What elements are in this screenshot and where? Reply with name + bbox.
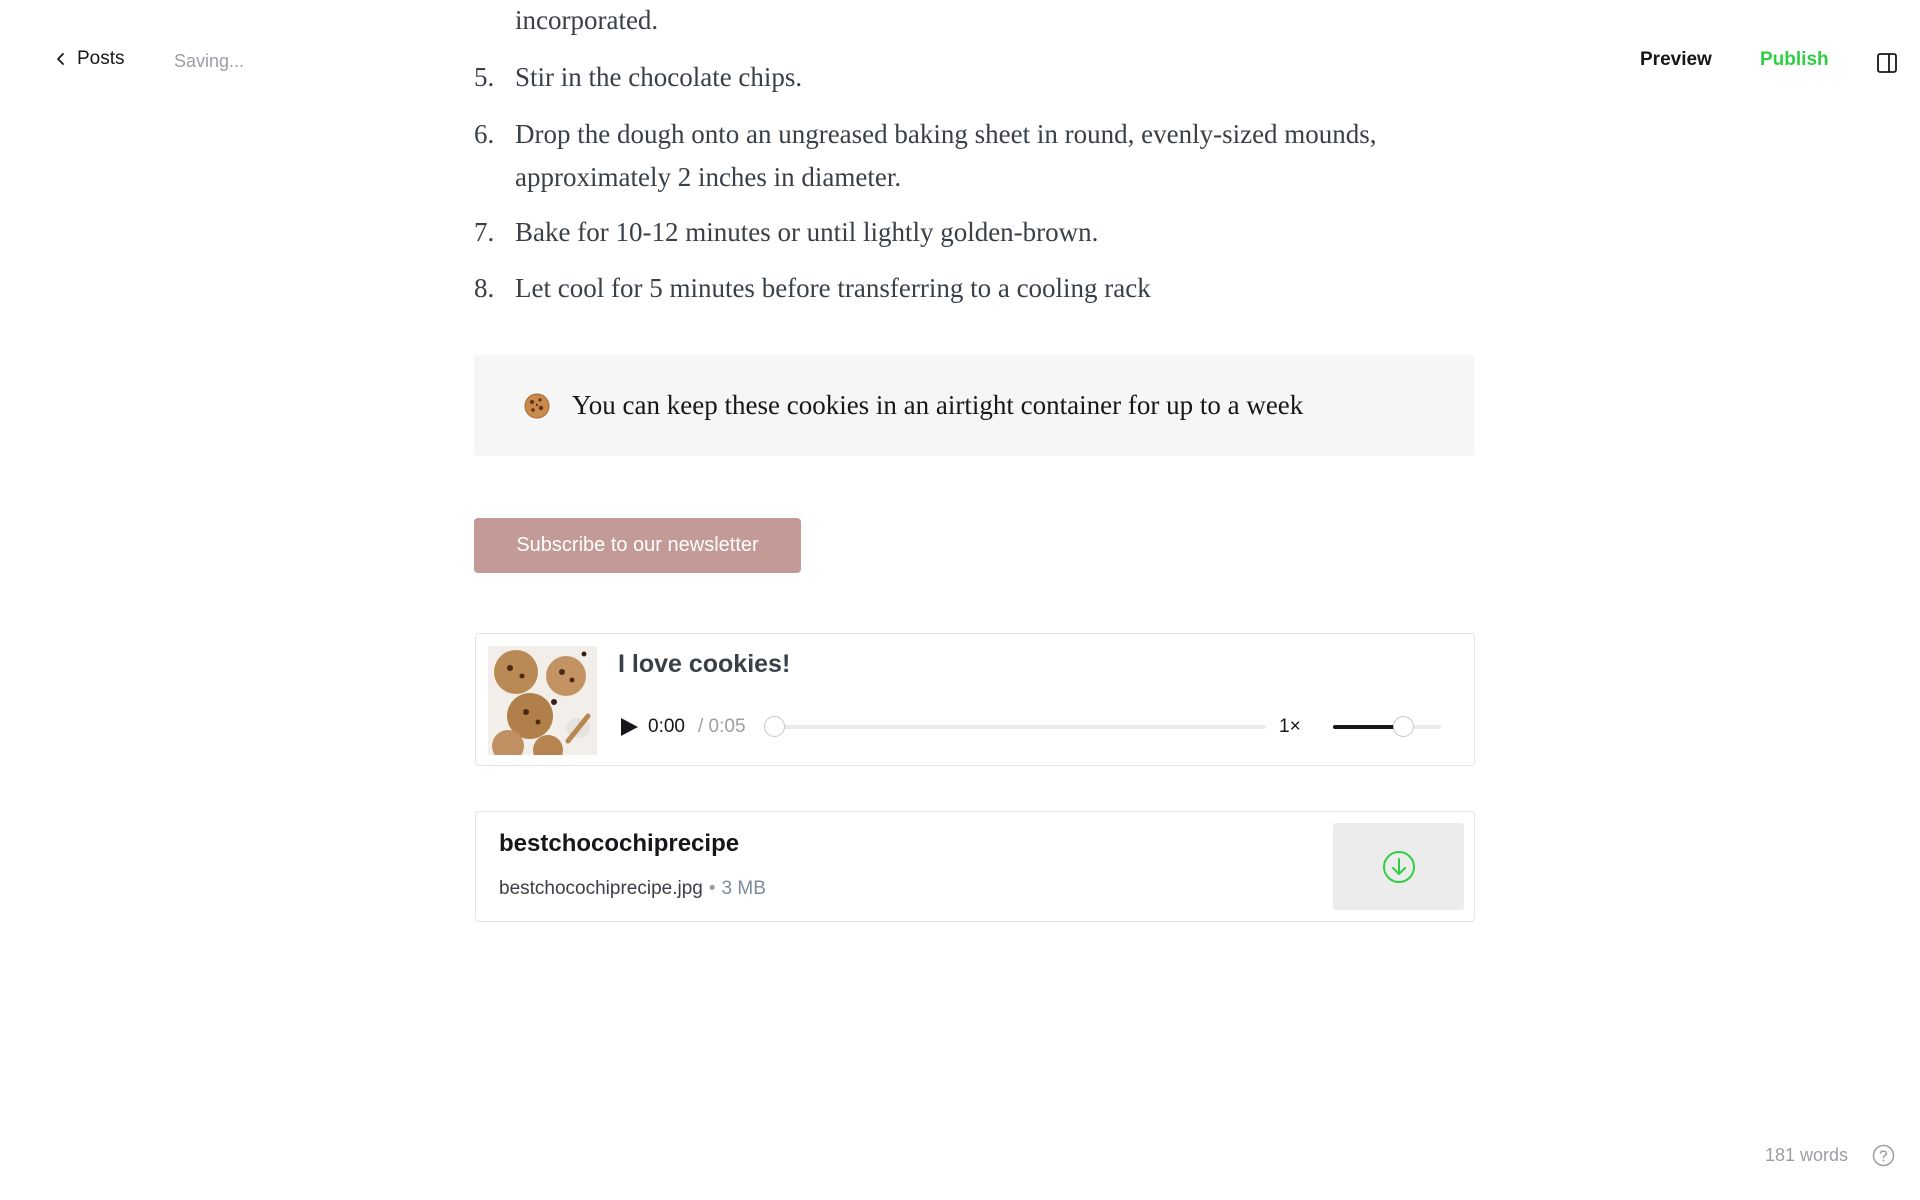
volume-handle[interactable] [1393, 716, 1414, 737]
word-count: 181 words [1765, 1145, 1849, 1165]
sidebar-toggle-icon[interactable] [1876, 52, 1898, 74]
list-item-number: 5. [474, 62, 495, 92]
audio-duration: / 0:05 [698, 716, 746, 737]
list-item[interactable] [474, 0, 1404, 42]
back-link-label: Posts [77, 48, 125, 69]
audio-seek-handle[interactable] [764, 716, 785, 737]
play-icon[interactable] [618, 716, 640, 738]
cookie-icon [524, 393, 550, 419]
audio-seek-bar[interactable] [774, 725, 1266, 729]
save-status: Saving... [174, 51, 245, 71]
download-icon [1382, 850, 1416, 884]
file-card[interactable] [475, 811, 1475, 922]
list-item-text: Bake for 10-12 minutes or until lightly golden-brown. [515, 217, 1099, 247]
subscribe-newsletter-button[interactable]: Subscribe to our newsletter [474, 518, 801, 573]
file-name: bestchocochiprecipe.jpg [499, 878, 703, 899]
help-icon[interactable] [1872, 1144, 1895, 1167]
file-meta-separator: • [708, 878, 716, 899]
callout-card[interactable] [474, 355, 1474, 456]
list-item-text: Stir in the chocolate chips. [515, 62, 803, 92]
list-item-text: Let cool for 5 minutes before transferring to a cooling rack [515, 273, 1151, 303]
back-to-posts-link[interactable] [54, 48, 125, 70]
cookies-image [488, 646, 597, 755]
file-meta [499, 878, 766, 900]
file-title: bestchocochiprecipe [499, 830, 740, 857]
audio-current-time: 0:00 [648, 716, 685, 737]
list-item-number: 8. [474, 273, 495, 303]
list-item-number: 6. [474, 119, 495, 149]
list-item[interactable] [474, 211, 1404, 254]
publish-button[interactable]: Publish [1760, 49, 1829, 70]
list-item-number: 7. [474, 217, 495, 247]
audio-title: I love cookies! [618, 650, 791, 678]
list-item[interactable] [474, 56, 1404, 99]
chevron-left-icon [54, 52, 68, 66]
playback-speed-button[interactable]: 1× [1279, 716, 1301, 737]
preview-button[interactable]: Preview [1640, 49, 1712, 70]
volume-slider[interactable] [1333, 725, 1441, 729]
file-size: 3 MB [721, 878, 766, 899]
audio-card[interactable] [475, 633, 1475, 766]
download-button[interactable] [1333, 823, 1464, 910]
list-item[interactable] [474, 113, 1404, 199]
list-item-text: incorporated. [515, 5, 659, 35]
audio-thumbnail [488, 646, 597, 755]
callout-text: You can keep these cookies in an airtight container for up to a week [572, 390, 1304, 420]
list-item-text: Drop the dough onto an ungreased baking sheet in round, evenly-sized mounds, approximately 2 inches in diameter. [515, 119, 1377, 192]
list-item[interactable] [474, 267, 1404, 310]
